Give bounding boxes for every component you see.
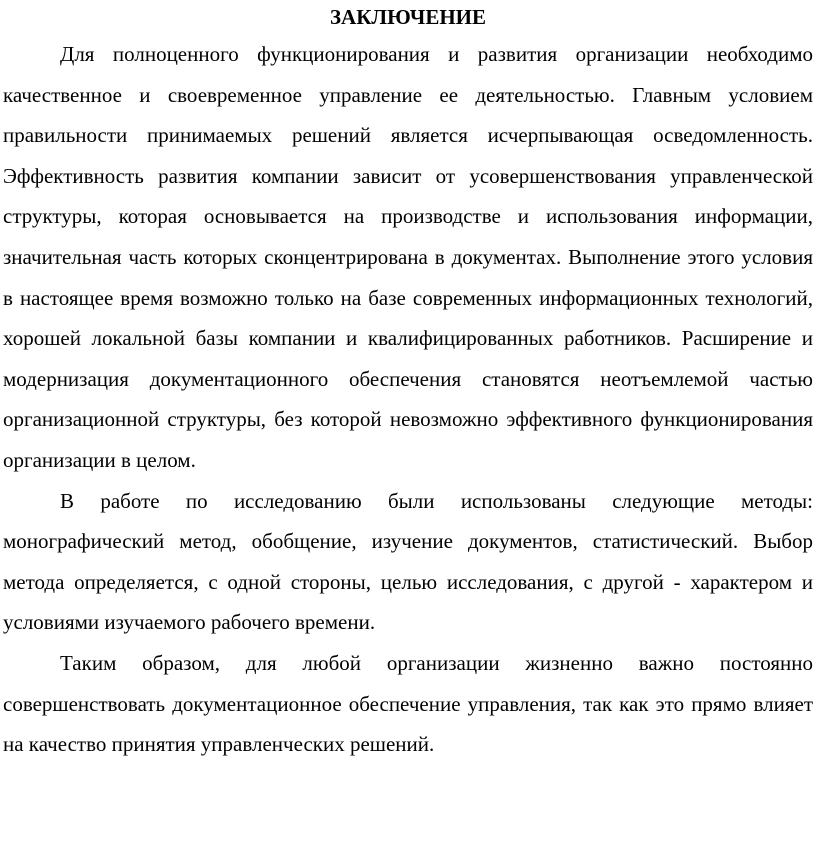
paragraph-conclusion-main: Для полноценного функционирования и развития организации необходимо качественное и своевременное управление ее деятельностью. Главным условием правильности принимаемых решений является исчерпывающая осведомленность. Эффективность развития компании зависит от усовершенствования управленческой структуры, которая основывается на производстве и использования информации, значительная часть которых сконцентрирована в документах. Выполнение этого условия в настоящее время возможно только на базе современных информационных технологий, хорошей локальной базы компании и квалифицированных работников. Расширение и модернизация документационного обеспечения становятся неотъемлемой частью организационной структуры, без которой невозможно эффективного функционирования организации в целом. [3, 42, 813, 472]
document-title: ЗАКЛЮЧЕНИЕ [329, 5, 487, 29]
paragraph-methods: В работе по исследованию были использованы следующие методы: монографический метод, обобщение, изучение документов, статистический. Выбор метода определяется, с одной стороны, целью исследования, с другой - характером и условиями изучаемого рабочего времени. [3, 488, 813, 635]
paragraph-summary: Таким образом, для любой организации жизненно важно постоянно совершенствовать документационное обеспечение управления, так как это прямо влияет на качество принятия управленческих решений. [3, 650, 813, 757]
